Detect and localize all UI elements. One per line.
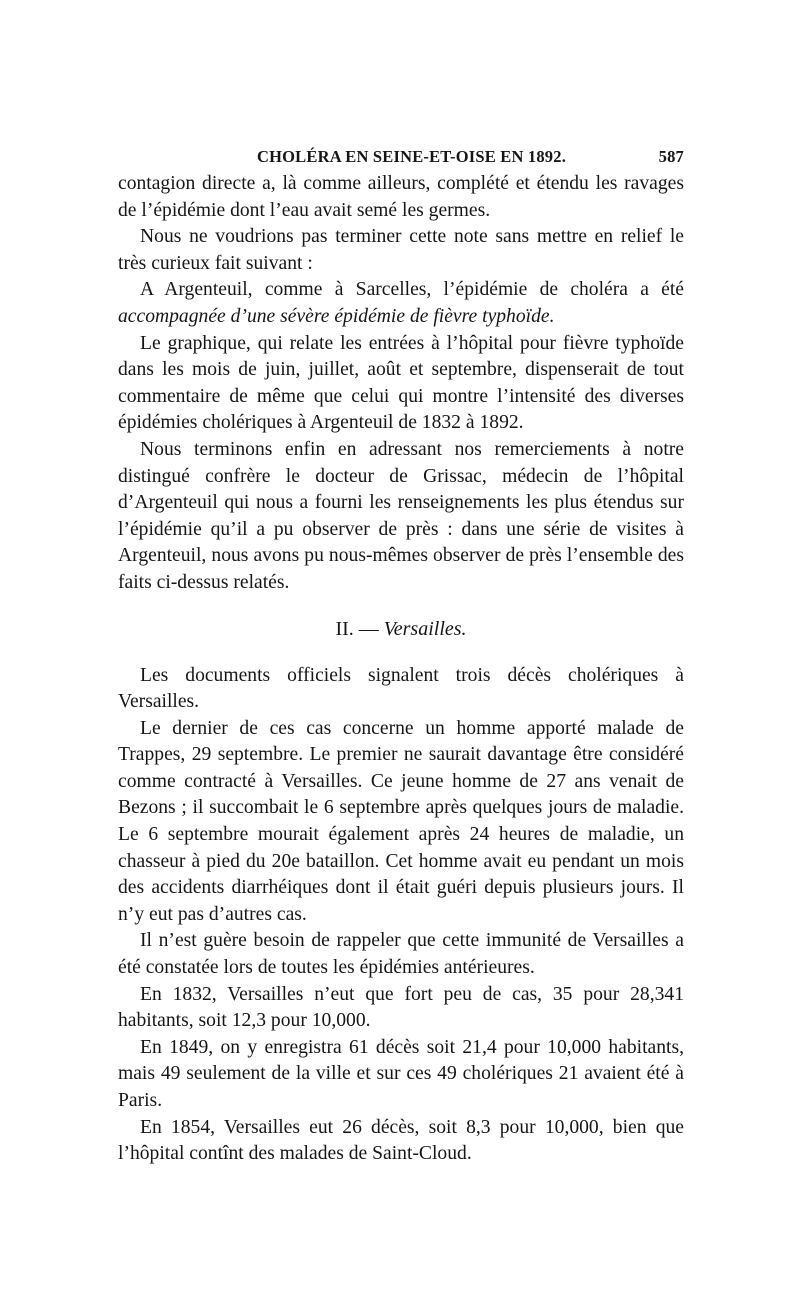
body-text [118, 171, 684, 1168]
section-title: Versailles. [383, 617, 467, 640]
section-heading [118, 616, 684, 642]
paragraph-intro-fact: Nous ne voudrions pas terminer cette note sans mettre en relief le très curieux fait suivant : [118, 226, 684, 274]
paragraph-graphique: Le graphique, qui relate les entrées à l’hôpital pour fièvre typhoïde dans les mois de juin, juillet, août et septembre, dispenserait de tout commentaire de même que celui qui montre l’intensité des diverses épidémies cholériques à Argenteuil de 1832 à 1892. [118, 332, 684, 434]
paragraph-immunite: Il n’est guère besoin de rappeler que cette immunité de Versailles a été constatée lors de toutes les épidémies antérieures. [118, 930, 684, 979]
paragraph-1849: En 1849, on y enregistra 61 décès soit 21,4 pour 10,000 habitants, mais 49 seulement de la ville et sur ces 49 cholériques 21 avaient été à Paris. [118, 1036, 684, 1111]
paragraph-1854: En 1854, Versailles eut 26 décès, soit 8,3 pour 10,000, bien que l’hôpital contînt des malades de Saint-Cloud. [118, 1116, 684, 1165]
paragraph-emphasis-text: accompagnée d’une sévère épidémie de fièvre typhoïde. [118, 305, 555, 327]
paragraph-1832: En 1832, Versailles n’eut que fort peu de cas, 35 pour 28,341 habitants, soit 12,3 pour 10,000. [118, 983, 684, 1032]
paragraph-documents-officiels: Les documents officiels signalent trois décès cholériques à Versailles. [118, 664, 684, 713]
paragraph-argenteuil-typhoid [118, 277, 684, 330]
paragraph-remerciements: Nous terminons enfin en adressant nos remerciements à notre distingué confrère le docteur de Grissac, médecin de l’hôpital d’Argenteuil qui nous a fourni les renseignements les plus étendus sur l’épidémie qu’il a pu observer de près : dans une série de visites à Argenteuil, nous avons pu nous-mêmes observer de près l’ensemble des faits ci-dessus relatés. [118, 438, 684, 593]
paragraph-lead-text: A Argenteuil, comme à Sarcelles, l’épidémie de choléra a été [140, 279, 684, 301]
page-number: 587 [658, 147, 684, 166]
document-page [118, 143, 684, 1168]
section-number: II. — [335, 617, 379, 640]
running-title: CHOLÉRA EN SEINE-ET-OISE EN 1892. [257, 147, 567, 166]
paragraph-contagion: contagion directe a, là comme ailleurs, complété et étendu les ravages de l’épidémie dont l’eau avait semé les germes. [118, 173, 684, 221]
paragraph-dernier-cas: Le dernier de ces cas concerne un homme apporté malade de Trappes, 29 septembre. Le premier ne saurait davantage être considéré comme contracté à Versailles. Ce jeune homme de 27 ans venait de Bezons ; il succombait le 6 septembre après quelques jours de maladie. Le 6 septembre mourait également après 24 heures de maladie, un chasseur à pied du 20e bataillon. Cet homme avait eu pendant un mois des accidents diarrhéiques dont il était guéri depuis plusieurs jours. Il n’y eut pas d’autres cas. [118, 717, 684, 925]
running-header [118, 143, 684, 171]
